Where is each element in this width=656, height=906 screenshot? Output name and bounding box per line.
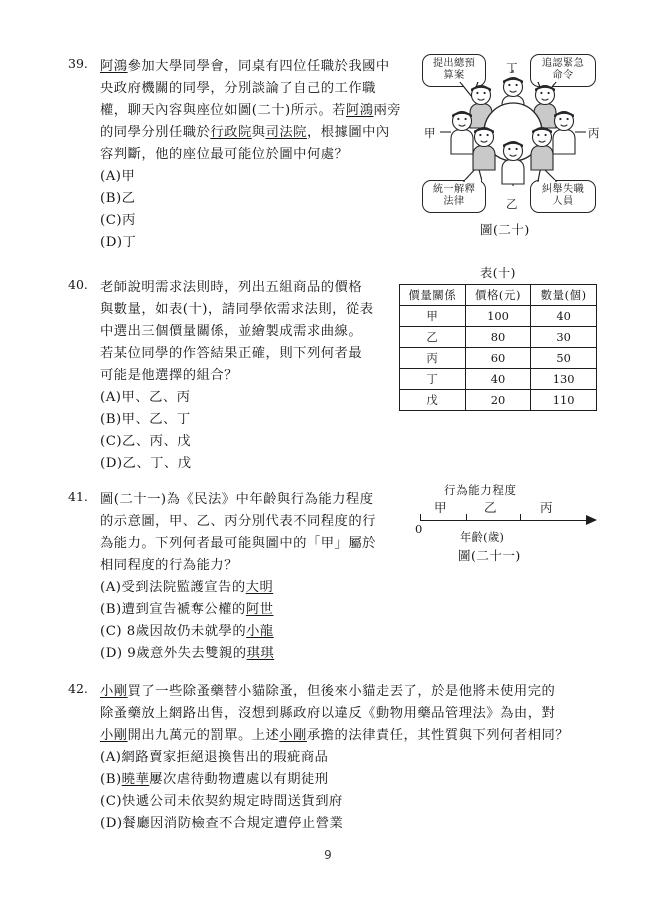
option-text: (C) 8歲因故仍未就學的: [100, 624, 247, 639]
option-name: 小龍: [246, 624, 274, 639]
question-42-line: 小剛買了一些除蚤藥替小貓除蚤，但後來小貓走丟了，於是他將未使用完的: [100, 684, 556, 699]
bubble-text-line: 提出總預: [432, 57, 476, 69]
question-39-number: 39.: [68, 56, 88, 71]
question-40-option-b[interactable]: (B)甲、乙、丁: [100, 412, 191, 427]
axis-origin-label: 0: [415, 522, 423, 536]
bubble-text-line: 法律: [443, 196, 465, 207]
option-name: 琪琪: [246, 646, 275, 661]
option-text: 屢次虐待動物遭處以有期徒刑: [149, 772, 329, 787]
figure-21-top-label: 行為能力程度: [444, 483, 517, 497]
figure-20-diagram: [418, 52, 608, 240]
table-row: [400, 390, 597, 411]
axis-tick-1: [466, 514, 467, 521]
question-42-option-a[interactable]: (A)網路賣家拒絕退換售出的瑕疵商品: [100, 750, 329, 765]
axis-arrowhead-icon: [586, 515, 597, 525]
option-text: (D) 9歲意外失去雙親的: [100, 646, 247, 661]
row-label: 戊: [400, 390, 466, 411]
row-price: 20: [465, 390, 531, 411]
figure-21-axis-label: 年齡(歲): [460, 531, 505, 544]
table-row: [400, 369, 597, 390]
bubble-text-line: 糾舉失職: [541, 183, 585, 195]
option-text: (B)遭到宣告褫奪公權的: [100, 602, 246, 617]
question-42-number: 42.: [68, 681, 88, 696]
row-label: 甲: [400, 306, 466, 327]
question-39-line: 阿鴻參加大學同學會，同桌有四位任職於我國中: [100, 59, 390, 74]
seat-label-right: 丙: [588, 126, 600, 140]
question-41-option-a[interactable]: [100, 577, 376, 599]
question-40-line: 與數量，如表(十)，請同學依需求法則，從表: [100, 302, 374, 317]
row-quantity: 110: [531, 390, 597, 411]
table-row: [400, 348, 597, 369]
round-table-with-people: [418, 70, 608, 186]
question-40-line: 中選出三個價量關係，並繪製成需求曲線。: [100, 324, 363, 339]
axis-tick-origin: [420, 514, 421, 521]
table-header-price: 價格(元): [465, 285, 531, 306]
row-price: 100: [465, 306, 531, 327]
row-price: 80: [465, 327, 531, 348]
row-quantity: 40: [531, 306, 597, 327]
seat-label-left: 甲: [424, 126, 436, 140]
question-40-option-d[interactable]: (D)乙、丁、戊: [100, 456, 192, 471]
question-40-option-a[interactable]: (A)甲、乙、丙: [100, 390, 191, 405]
option-name: 阿世: [245, 602, 274, 617]
question-42-option-d[interactable]: (D)餐廳因消防檢查不合規定遭停止營業: [100, 816, 344, 831]
seat-label-bottom: 乙: [506, 197, 518, 211]
axis-line: [420, 520, 588, 521]
bubble-text-line: 算案: [443, 70, 465, 81]
question-40-line: 可能是他選擇的組合？: [100, 368, 238, 383]
question-42-line: 小剛開出九萬元的罰單。上述小剛承擔的法律責任，其性質與下列何者相同？: [100, 728, 570, 743]
table-10-container: [399, 264, 597, 411]
question-40-option-c[interactable]: (C)乙、丙、戊: [100, 434, 192, 449]
question-41-body: [100, 489, 376, 665]
question-42-body: [100, 681, 569, 835]
table-10: [399, 284, 597, 411]
bubble-text-line: 人員: [552, 196, 574, 207]
option-text: (A)受到法院監護宣告的: [100, 580, 246, 595]
seat-label-top: 丁: [506, 61, 518, 75]
row-quantity: 30: [531, 327, 597, 348]
table-10-caption: 表(十): [480, 266, 516, 280]
table-row: [400, 327, 597, 348]
question-42-option-b[interactable]: [100, 769, 569, 791]
question-39-option-a[interactable]: (A)甲: [100, 169, 136, 184]
row-quantity: 130: [531, 369, 597, 390]
question-40-line: 若某位同學的作答結果正確，則下列何者最: [100, 346, 363, 361]
question-42-option-c[interactable]: (C)快遞公司未依契約規定時間送貨到府: [100, 794, 343, 809]
table-header-quantity: 數量(個): [531, 285, 597, 306]
question-39-line: 容判斷，他的座位最可能位於圖中何處？: [100, 147, 349, 162]
table-header-relation: 價量關係: [400, 285, 466, 306]
table-header-row: [400, 285, 597, 306]
question-39-line: 的同學分別任職於行政院與司法院，根據圖中內: [100, 125, 390, 140]
question-40-body: [100, 277, 374, 475]
question-41-line: 的示意圖，甲、乙、丙分別代表不同程度的行: [100, 514, 376, 529]
option-name: 大明: [245, 580, 274, 595]
row-label: 丙: [400, 348, 466, 369]
question-41-line: 相同程度的行為能力？: [100, 558, 238, 573]
row-price: 60: [465, 348, 531, 369]
table-row: [400, 306, 597, 327]
page-number: 9: [324, 848, 332, 862]
segment-label-jia: 甲: [434, 500, 447, 515]
row-label: 丁: [400, 369, 466, 390]
question-39-line: 權，聊天內容與座位如圖(二十)所示。若阿鴻兩旁: [100, 103, 402, 118]
figure-21-number-line: [410, 484, 610, 564]
question-39-option-d[interactable]: (D)丁: [100, 235, 137, 250]
question-41-option-c[interactable]: [100, 621, 376, 643]
row-label: 乙: [400, 327, 466, 348]
question-39-option-c[interactable]: (C)丙: [100, 213, 136, 228]
option-prefix: (B): [100, 772, 122, 787]
row-price: 40: [465, 369, 531, 390]
axis-tick-2: [520, 514, 521, 521]
question-42-line: 除蚤藥放上網路出售，沒想到縣政府以違反《動物用藥品管理法》為由，對: [100, 706, 556, 721]
question-39-option-b[interactable]: (B)乙: [100, 191, 136, 206]
row-quantity: 50: [531, 348, 597, 369]
question-40-line: 老師說明需求法則時，列出五組商品的價格: [100, 280, 363, 295]
bubble-text-line: 追認緊急: [541, 57, 585, 69]
figure-21-caption: 圖(二十一): [458, 548, 521, 563]
question-40-number: 40.: [68, 277, 88, 292]
question-41-line: 為能力。下列何者最可能與圖中的「甲」屬於: [100, 536, 376, 551]
question-39-line: 央政府機關的同學，分別談論了自己的工作職: [100, 81, 376, 96]
question-41-number: 41.: [68, 489, 88, 504]
question-39-body: [100, 56, 401, 254]
question-41-option-d[interactable]: [100, 643, 376, 665]
segment-label-yi: 乙: [484, 500, 497, 515]
option-name: 曉華: [121, 772, 150, 787]
question-41-line: 圖(二十一)為《民法》中年齡與行為能力程度: [100, 492, 374, 507]
bubble-text-line: 命令: [552, 70, 574, 81]
bubble-text-line: 統一解釋: [432, 183, 476, 195]
question-41-option-b[interactable]: [100, 599, 376, 621]
segment-label-bing: 丙: [540, 500, 553, 515]
figure-20-caption: 圖(二十): [480, 222, 530, 237]
